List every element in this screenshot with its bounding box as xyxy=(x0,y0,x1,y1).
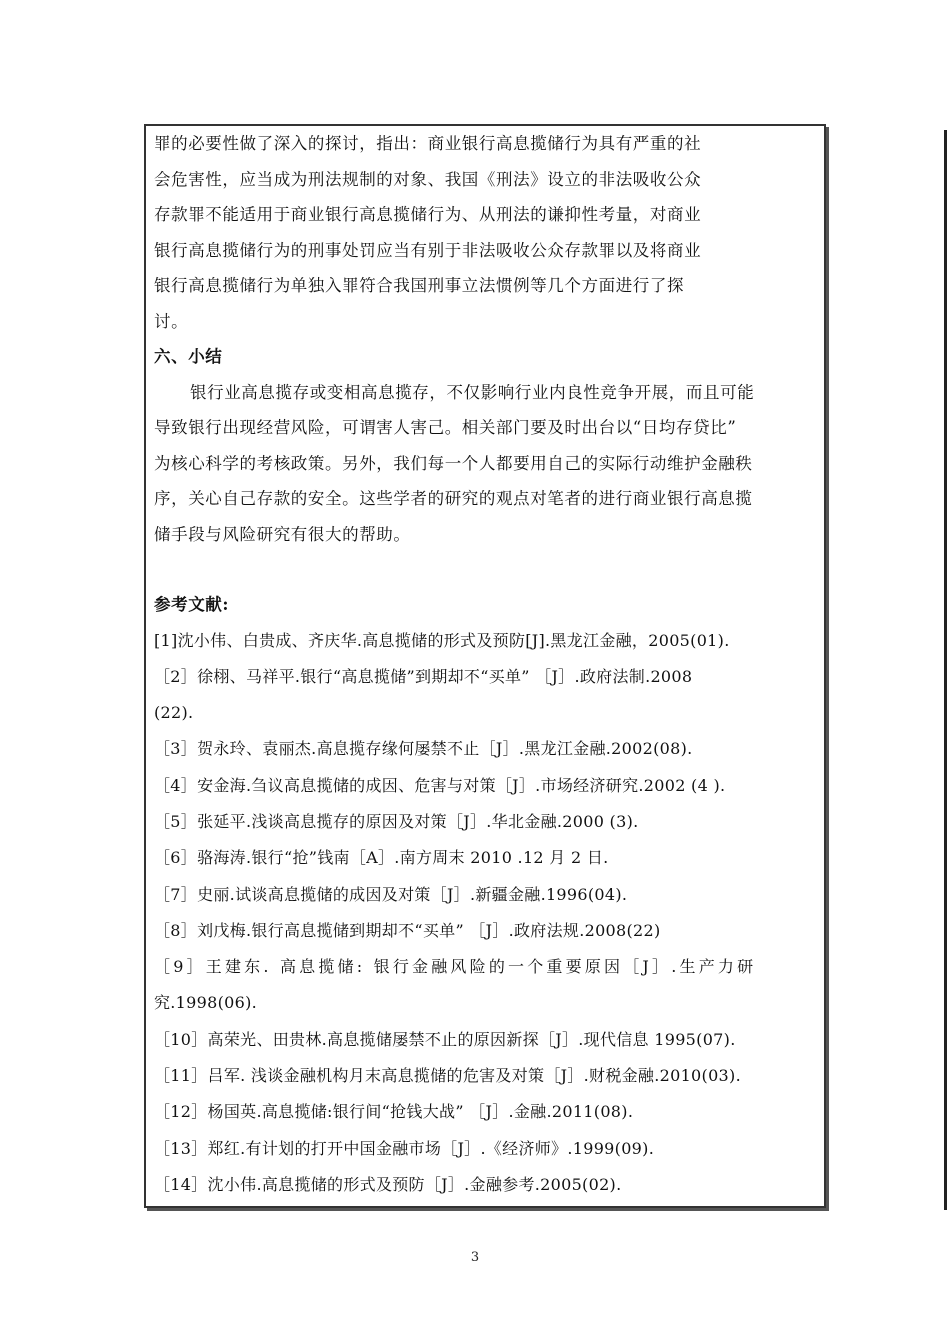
reference-item: ［2］徐栩、马祥平.银行“高息揽储”到期却不“买单” ［J］.政府法制.2008 xyxy=(154,666,693,686)
reference-item: ［13］郑红.有计划的打开中国金融市场［J］.《经济师》.1999(09). xyxy=(154,1138,655,1158)
document-body xyxy=(154,126,820,1203)
reference-item: ［11］吕军. 浅谈金融机构月末高息揽储的危害及对策［J］.财税金融.2010(03). xyxy=(154,1066,741,1086)
summary-line: 导致银行出现经营风险，可谓害人害己。相关部门要及时出台以“日均存贷比” xyxy=(154,418,737,437)
summary-line: 银行业高息揽存或变相高息揽存，不仅影响行业内良性竞争开展，而且可能 xyxy=(190,382,755,402)
body-line: 讨。 xyxy=(154,311,189,331)
reference-item: ［4］安金海.刍议高息揽储的成因、危害与对策［J］.市场经济研究.2002 (4 ). xyxy=(154,775,726,795)
reference-item: [1]沈小伟、白贵成、齐庆华.高息揽储的形式及预防[J].黑龙江金融，2005(01). xyxy=(154,630,730,650)
reference-list xyxy=(154,623,820,1204)
reference-item: ［14］沈小伟.高息揽储的形式及预防［J］.金融参考.2005(02). xyxy=(154,1174,622,1194)
body-line: 罪的必要性做了深入的探讨，指出：商业银行高息揽储行为具有严重的社 xyxy=(154,134,702,153)
body-line: 银行高息揽储行为单独入罪符合我国刑事立法惯例等几个方面进行了探 xyxy=(154,276,685,295)
reference-item: ［8］刘戊梅.银行高息揽储到期却不“买单” ［J］.政府法规.2008(22) xyxy=(154,920,661,940)
body-line: 存款罪不能适用于商业银行高息揽储行为、从刑法的谦抑性考量，对商业 xyxy=(154,205,702,224)
reference-item: ［7］史丽.试谈高息揽储的成因及对策［J］.新疆金融.1996(04). xyxy=(154,884,628,904)
page-edge-line xyxy=(944,130,947,1210)
summary-line: 储手段与风险研究有很大的帮助。 xyxy=(154,524,411,544)
reference-item: ［12］杨国英.高息揽储:银行间“抢钱大战” ［J］.金融.2011(08). xyxy=(154,1102,634,1122)
blank-line xyxy=(154,552,820,587)
page-number: 3 xyxy=(470,1250,480,1265)
reference-item: 究.1998(06). xyxy=(154,993,258,1013)
summary-line: 序，关心自己存款的安全。这些学者的研究的观点对笔者的进行商业银行高息揽 xyxy=(154,489,753,508)
reference-item: ［9］王建东. 高息揽储: 银行金融风险的一个重要原因［J］.生产力研 xyxy=(154,957,757,977)
summary-line: 为核心科学的考核政策。另外，我们每一个人都要用自己的实际行动维护金融秩 xyxy=(154,453,753,473)
reference-item: ［5］张延平.浅谈高息揽存的原因及对策［J］.华北金融.2000 (3). xyxy=(154,811,639,831)
reference-item: ［6］骆海涛.银行“抢”钱南［A］.南方周末 2010 .12 月 2 日. xyxy=(154,848,609,868)
references-heading: 参考文献: xyxy=(154,595,230,614)
body-line: 银行高息揽储行为的刑事处罚应当有别于非法吸收公众存款罪以及将商业 xyxy=(154,240,702,260)
body-line: 会危害性，应当成为刑法规制的对象、我国《刑法》设立的非法吸收公众 xyxy=(154,169,702,189)
section-heading: 六、小结 xyxy=(154,347,223,366)
reference-item: ［10］高荣光、田贵林.高息揽储屡禁不止的原因新探［J］.现代信息 1995(07). xyxy=(154,1029,736,1049)
reference-item: ［3］贺永玲、袁丽杰.高息揽存缘何屡禁不止［J］.黑龙江金融.2002(08). xyxy=(154,739,693,759)
reference-item: (22). xyxy=(154,703,194,723)
